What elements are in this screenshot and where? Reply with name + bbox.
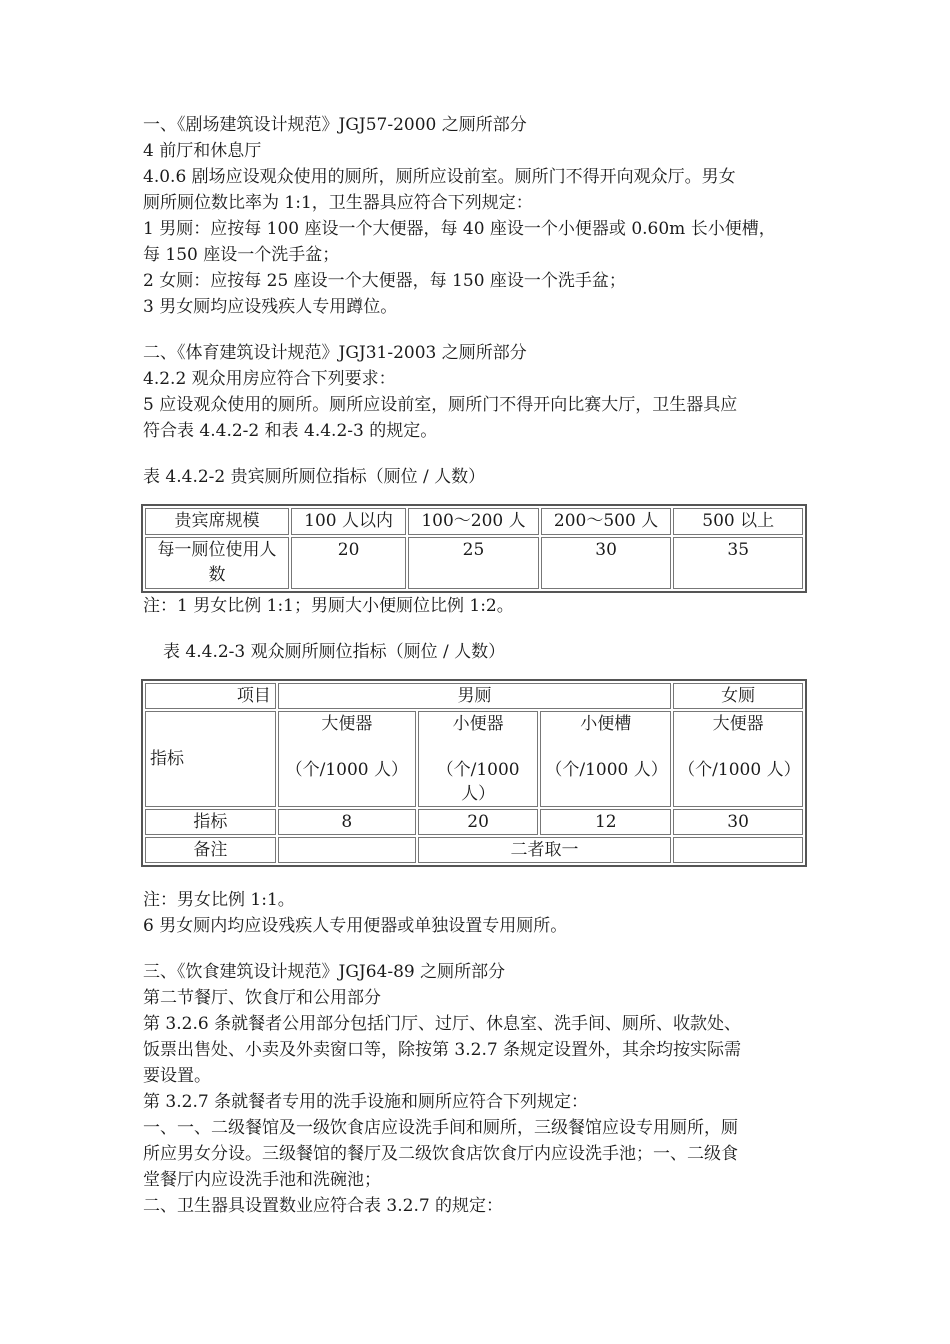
table-row	[145, 809, 803, 835]
paragraph-line: 4.2.2 观众用房应符合下列要求：	[143, 369, 396, 389]
paragraph-line: 4 前厅和休息厅	[143, 141, 262, 161]
table-subheader-cell	[418, 711, 539, 807]
paragraph-line: 一、一、二级餐馆及一级饮食店应设洗手间和厕所，三级餐馆应设专用厕所，厕	[143, 1118, 738, 1138]
table-row-label: 指标	[145, 809, 276, 835]
paragraph-line: 6 男女厕内均应设残疾人专用便器或单独设置专用厕所。	[143, 916, 568, 936]
table-cell: 30	[673, 809, 803, 835]
paragraph-line: 厕所厕位数比率为 1:1，卫生器具应符合下列规定：	[143, 193, 533, 213]
table-header-cell: 100～200 人	[408, 508, 539, 535]
table-row-label: 每一厕位使用人数	[145, 537, 289, 589]
table-row	[145, 508, 803, 535]
unit-label: （个/1000 人）	[285, 760, 409, 780]
unit-label: （个/1000 人）	[436, 760, 520, 804]
table-cell: 12	[540, 809, 671, 835]
unit-label: （个/1000 人）	[678, 760, 801, 780]
paragraph-line: 饭票出售处、小卖及外卖窗口等，除按第 3.2.7 条规定设置外，其余均按实际需	[143, 1040, 742, 1060]
document-page	[143, 112, 813, 1219]
table-subheader-cell	[540, 711, 671, 807]
table-row	[145, 683, 803, 709]
paragraph-line: 第 3.2.6 条就餐者公用部分包括门厅、过厅、休息室、洗手间、厕所、收款处、	[143, 1014, 742, 1034]
table-cell	[673, 837, 803, 863]
table-note: 注：男女比例 1:1。	[143, 890, 295, 910]
paragraph-line: 第 3.2.7 条就餐者专用的洗手设施和厕所应符合下列规定：	[143, 1092, 589, 1112]
table-cell: 30	[541, 537, 672, 589]
paragraph-line: 符合表 4.4.2-2 和表 4.4.2-3 的规定。	[143, 421, 438, 441]
table-header-cell: 200～500 人	[541, 508, 672, 535]
section-heading: 二、《体育建筑设计规范》JGJ31-2003 之厕所部分	[143, 343, 527, 363]
subheader-label: 大便器	[712, 714, 764, 734]
subheader-label: 大便器	[321, 714, 373, 734]
table-subheader-cell	[278, 711, 416, 807]
table-row-label: 备注	[145, 837, 276, 863]
table-header-cell: 100 人以内	[291, 508, 406, 535]
unit-label: （个/1000 人）	[545, 760, 668, 780]
subheader-label: 小便槽	[580, 714, 632, 734]
table-cell: 8	[278, 809, 416, 835]
paragraph-line: 1 男厕：应按每 100 座设一个大便器，每 40 座设一个小便器或 0.60m 长小便槽，	[143, 219, 776, 239]
table-cell: 20	[291, 537, 406, 589]
paragraph-line: 第二节餐厅、饮食厅和公用部分	[143, 988, 381, 1008]
subheader-label: 小便器	[452, 714, 504, 734]
table-caption: 表 4.4.2-2 贵宾厕所厕位指标（厕位 / 人数）	[143, 467, 486, 487]
table-corner-top: 项目	[145, 683, 276, 709]
paragraph-line: 要设置。	[143, 1066, 211, 1086]
paragraph-line: 二、卫生器具设置数业应符合表 3.2.7 的规定：	[143, 1196, 504, 1216]
audience-toilet-table	[141, 679, 807, 867]
table-cell: 35	[673, 537, 803, 589]
table-cell: 25	[408, 537, 539, 589]
table-corner-bottom: 指标	[145, 711, 276, 807]
table-header-cell: 500 以上	[673, 508, 803, 535]
paragraph-line: 每 150 座设一个洗手盆；	[143, 245, 340, 265]
section-sports	[143, 340, 813, 444]
table-group-header: 女厕	[673, 683, 803, 709]
table-note: 注：1 男女比例 1:1；男厕大小便厕位比例 1:2。	[143, 596, 514, 616]
section-heading: 一、《剧场建筑设计规范》JGJ57-2000 之厕所部分	[143, 115, 527, 135]
section-catering	[143, 959, 813, 1219]
paragraph-line: 所应男女分设。三级餐馆的餐厅及二级饮食店饮食厅内应设洗手池；一、二级食	[143, 1144, 738, 1164]
paragraph-line: 2 女厕：应按每 25 座设一个大便器，每 150 座设一个洗手盆；	[143, 271, 626, 291]
table-cell: 20	[418, 809, 539, 835]
table-caption: 表 4.4.2-3 观众厕所厕位指标（厕位 / 人数）	[163, 642, 506, 662]
vip-toilet-table	[141, 504, 807, 593]
table-cell: 二者取一	[418, 837, 671, 863]
paragraph-line: 3 男女厕均应设残疾人专用蹲位。	[143, 297, 398, 317]
table-group-header: 男厕	[278, 683, 671, 709]
paragraph-line: 堂餐厅内应设洗手池和洗碗池；	[143, 1170, 381, 1190]
paragraph-line: 5 应设观众使用的厕所。厕所应设前室，厕所门不得开向比赛大厅，卫生器具应	[143, 395, 738, 415]
section-theater	[143, 112, 813, 320]
section-heading: 三、《饮食建筑设计规范》JGJ64-89 之厕所部分	[143, 962, 506, 982]
paragraph-line: 4.0.6 剧场应设观众使用的厕所，厕所应设前室。厕所门不得开向观众厅。男女	[143, 167, 736, 187]
table-subheader-cell	[673, 711, 803, 807]
table-header-cell: 贵宾席规模	[145, 508, 289, 535]
table-row	[145, 537, 803, 589]
table-row	[145, 837, 803, 863]
table-cell	[278, 837, 416, 863]
table-row	[145, 711, 803, 807]
